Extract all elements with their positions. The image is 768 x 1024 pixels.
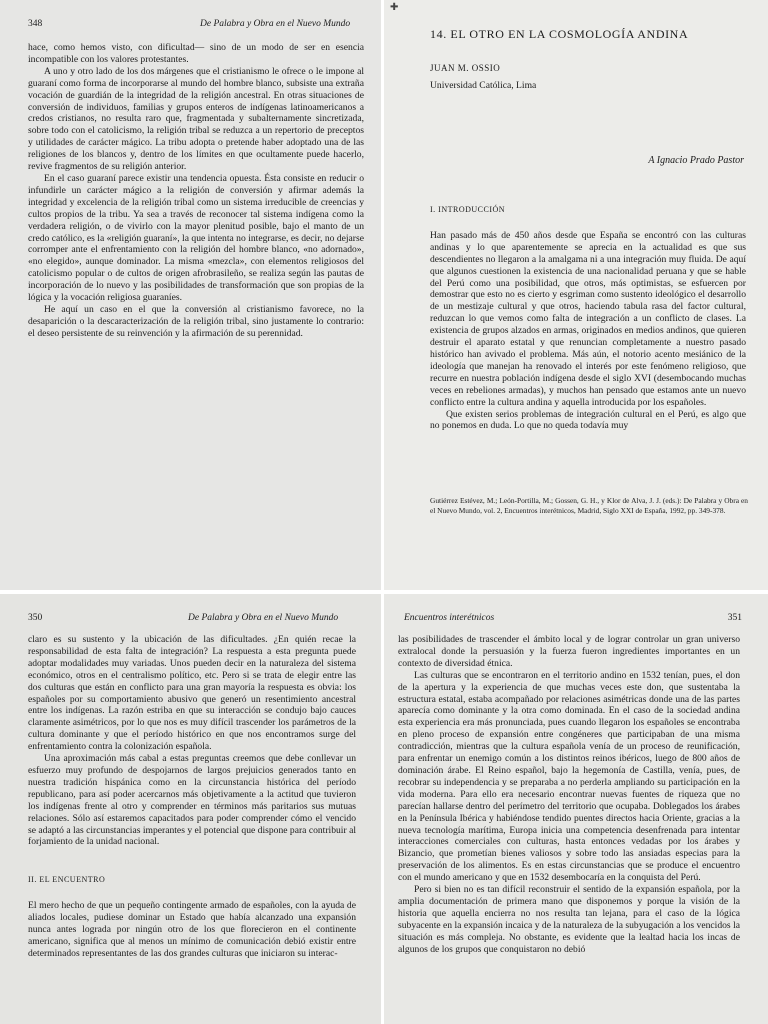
body-text [398, 634, 740, 955]
body-text [430, 204, 746, 432]
running-title: De Palabra y Obra en el Nuevo Mundo [200, 19, 351, 29]
paragraph: Las culturas que se encontraron en el territorio andino en 1532 tenían, pues, el don de la apertura y la experiencia de que muchas veces este don, que sustentaba la estructura estatal, estaba acompañado por relaciones asimétricas donde una de las partes aparecía como dominante y la otra como dominada. En el caso de la sociedad andina esta experiencia era más pronunciada, pues cuando llegaron los españoles se encontraba en pleno proceso de expansión entre congéneres que participaban de una misma contradicción, mientras que la cultura española venía de un proceso de reunificación, para enfrentar un enemigo común a los distintos reinos ibéricos, luego de 800 años de dominación árabe. El Reino español, bajo la hegemonía de Castilla, venía, pues, de recobrar su independencia y se preparaba a no perderla ampliando su participación en la vida moderna. Para ello era necesario encontrar nuevas fuentes de riqueza que no parecían hallarse dentro del perímetro del territorio que ocupaba. Doblegados los árabes en la Península Ibérica y habiéndose tendido puentes directos hacia Oriente, gracias a la nueva tecnología marítima, Europa inicia una competencia desenfrenada para intentar interacciones comerciales con culturas, hasta entonces vedadas por los árabes y Bizancio, que prometían bienes valiosos y sobre todo las ansiadas especias para la preservación de los alimentos. Es en estas circunstancias que se produce el encuentro con el mundo americano y que en 1532 desembocaría en la conquista del Perú. [398, 669, 740, 884]
dedication: A Ignacio Prado Pastor [648, 155, 744, 166]
paragraph: Una aproximación más cabal a estas preguntas creemos que debe conllevar un esfuerzo muy profundo de despojarnos de largos prejuicios generados tanto en nuestra tradición hispánica como en la circunstancia histórica del período republicano, para así poder acercarnos más objetivamente a la actitud que tuvieron los indígenas frente al otro y comprender en términos más paritarios sus mutuas relaciones. Sólo así estaremos capacitados para poder comprender cómo el vencido se adaptó a las circunstancias imperantes y el potencial que dispone para contribuir al forjamiento de la unidad nacional. [28, 753, 356, 848]
footnote: Gutiérrez Estévez, M.; León-Portilla, M.; Gossen, G. H., y Klor de Alva, J. J. (eds.): De Palabra y Obra en el Nuevo Mundo, vol. 2, Encuentros interétnicos, Madrid, Siglo XXI de España, 1992, pp. 349-378. [430, 496, 748, 515]
paragraph: A uno y otro lado de los dos márgenes que el cristianismo le ofrece o le impone al guaraní como forma de incorporarse al mundo del hombre blanco, subsiste una extraña vocación de guardián de la integridad de la religión ancestral. En otras situaciones de conversión de individuos, familias y grupos enteros de indígenas latinoamericanos a credos cristianos, no resulta raro que, fragmentada y subalternamente sincretizada, sobre todo con el catolicismo, la religión tribal se reduzca a un repertorio de preceptos y utilidades de carácter mágico. La tribu adopta o pretende haber adoptado una de las religiones de los blancos y, dentro de los límites en que ocultamente puede hacerlo, revive fragmentos de su religión anterior. [28, 65, 364, 173]
section-heading: I. INTRODUCCIÓN [430, 205, 506, 214]
paragraph: El mero hecho de que un pequeño contingente armado de españoles, con la ayuda de aliados locales, pudiese dominar un Estado que había alcanzado una expansión nunca antes lograda por ningún otro de los que florecieron en el continente americano, significa que al menos un mínimo de comunicación debió existir entre determinados representantes de las dos grandes culturas que iniciaron su interac- [28, 900, 356, 959]
page-number: 351 [727, 613, 742, 623]
paragraph: Que existen serios problemas de integración cultural en el Perú, es algo que no ponemos en duda. Lo que no queda todavía muy [430, 408, 746, 432]
paragraph: claro es su sustento y la ubicación de las dificultades. ¿En quién recae la responsabilidad de esta falta de integración? La respuesta a esta pregunta puede adoptar modalidades muy variadas. Unos pueden decir en la naturaleza del sistema económico, otros en el centralismo político, etc. Pero si se trata de elegir entre las dos culturas que están en conflicto para una gran mayoría la respuesta es obvia: los españoles por su comportamiento abusivo que generó un resentimiento ancestral entre los indígenas. La razón estriba en que su interacción se condujo bajo cauces claramente asimétricos, por lo que nos es muy difícil trascender los parámetros de la cultura dominante y que el período histórico en que nos encontramos surge del enfrentamiento contra la colonización española. [28, 634, 356, 753]
paragraph: He aquí un caso en el que la conversión al cristianismo favorece, no la desaparición o la descaracterización de la religión tribal, sino justamente lo contrario: el deseo persistente de su reinvención y la afirmación de su perennidad. [28, 303, 364, 339]
paragraph: Han pasado más de 450 años desde que España se encontró con las culturas andinas y lo que aparentemente se aprecia en la actualidad es que sus descendientes no llegaron a la amalgama ni a una integración muy fluida. De aquí que algunos cuestionen la existencia de una nacionalidad peruana y que se hable del Perú como una posibilidad, que otros, más optimistas, se esfuercen por demostrar que esto no es cierto y esgriman como sustento ideológico el desarrollo de un mestizaje cultural y que otros, haciendo tabula rasa del factor cultural, reduzcan lo que vemos como falta de integración a un conflicto de clases. La existencia de grupos alzados en armas, originados en medios andinos, que quieren destruir el aparato estatal y que renuncian completamente a nuestro pasado histórico han avivado el problema. Más aún, el notorio acento mesiánico de la ideología que manejan ha renovado el interés por este fenómeno religioso, que recurre en nuestra población indígena desde el siglo XVI (desembocando muchas veces en rebeliones armadas), y muchos han pensado que estamos ante un nuevo conflicto entre la cultura andina y aquella introducida por los españoles. [430, 229, 746, 408]
page-header [20, 17, 361, 31]
corner-mark: ✚ [390, 2, 399, 13]
paragraph: hace, como hemos visto, con dificultad— sino de un modo de ser en esencia incompatible con los valores protestantes. [28, 42, 364, 65]
page-number: 350 [28, 613, 43, 623]
page-number: 348 [28, 19, 43, 29]
body-text [28, 42, 364, 340]
page-349 [384, 0, 768, 590]
section-heading: II. EL ENCUENTRO [28, 875, 106, 885]
page-348 [0, 0, 381, 590]
body-text [28, 634, 356, 960]
author-name: JUAN M. OSSIO [430, 63, 501, 73]
page-351 [384, 594, 768, 1024]
author-affiliation: Universidad Católica, Lima [430, 80, 537, 91]
paragraph: Pero si bien no es tan difícil reconstruir el sentido de la expansión española, por la amplia documentación de primera mano que disponemos y porque la visión de la historia que aquella encierra no nos resulta tan lejana, para el caso de la lógica subyacente en la expansión incaica y de la naturaleza de la subyugación a los vencidos la situación es más compleja. No obstante, es evidente que la lealtad hacia los incas de algunos de los grupos que conquistaron no debió [398, 884, 740, 955]
page-350 [0, 594, 381, 1024]
page-header [20, 611, 361, 625]
chapter-title: 14. EL OTRO EN LA COSMOLOGÍA ANDINA [430, 27, 689, 41]
running-title: De Palabra y Obra en el Nuevo Mundo [188, 613, 339, 623]
running-title: Encuentros interétnicos [404, 613, 495, 623]
paragraph: En el caso guaraní parece existir una tendencia opuesta. Ésta consiste en reducir o infundirle un carácter mágico a la religión de conversión y afirmar además la integridad y excelencia de la religión tribal como un sistema irreducible de creencias y cultos propios de la tribu. Ya sea a través de reconocer tal sistema indígena como la verdadera religión, o de vivirlo con la mayor plenitud posible, bajo el manto de un credo católico, es la «religión guaraní», la que intenta no integrarse, es decir, no dejarse corromper ante el enfrentamiento con la religión del hombre blanco, «no adornado», «no elegido», aunque dominador. La misma «mezcla», con elementos religiosos del catolicismo popular o de cultos de origen afrobrasileño, se realiza según las pautas de incorporación de lo nuevo y las posibilidades de transformación que son propias de la lógica y la vocación religiosa guaraníes. [28, 172, 364, 304]
page-header [404, 611, 748, 625]
paragraph: las posibilidades de trascender el ámbito local y de lograr controlar un gran universo extralocal donde la persuasión y la fuerza fueron ingredientes importantes en un contexto de diversidad étnica. [398, 634, 740, 669]
